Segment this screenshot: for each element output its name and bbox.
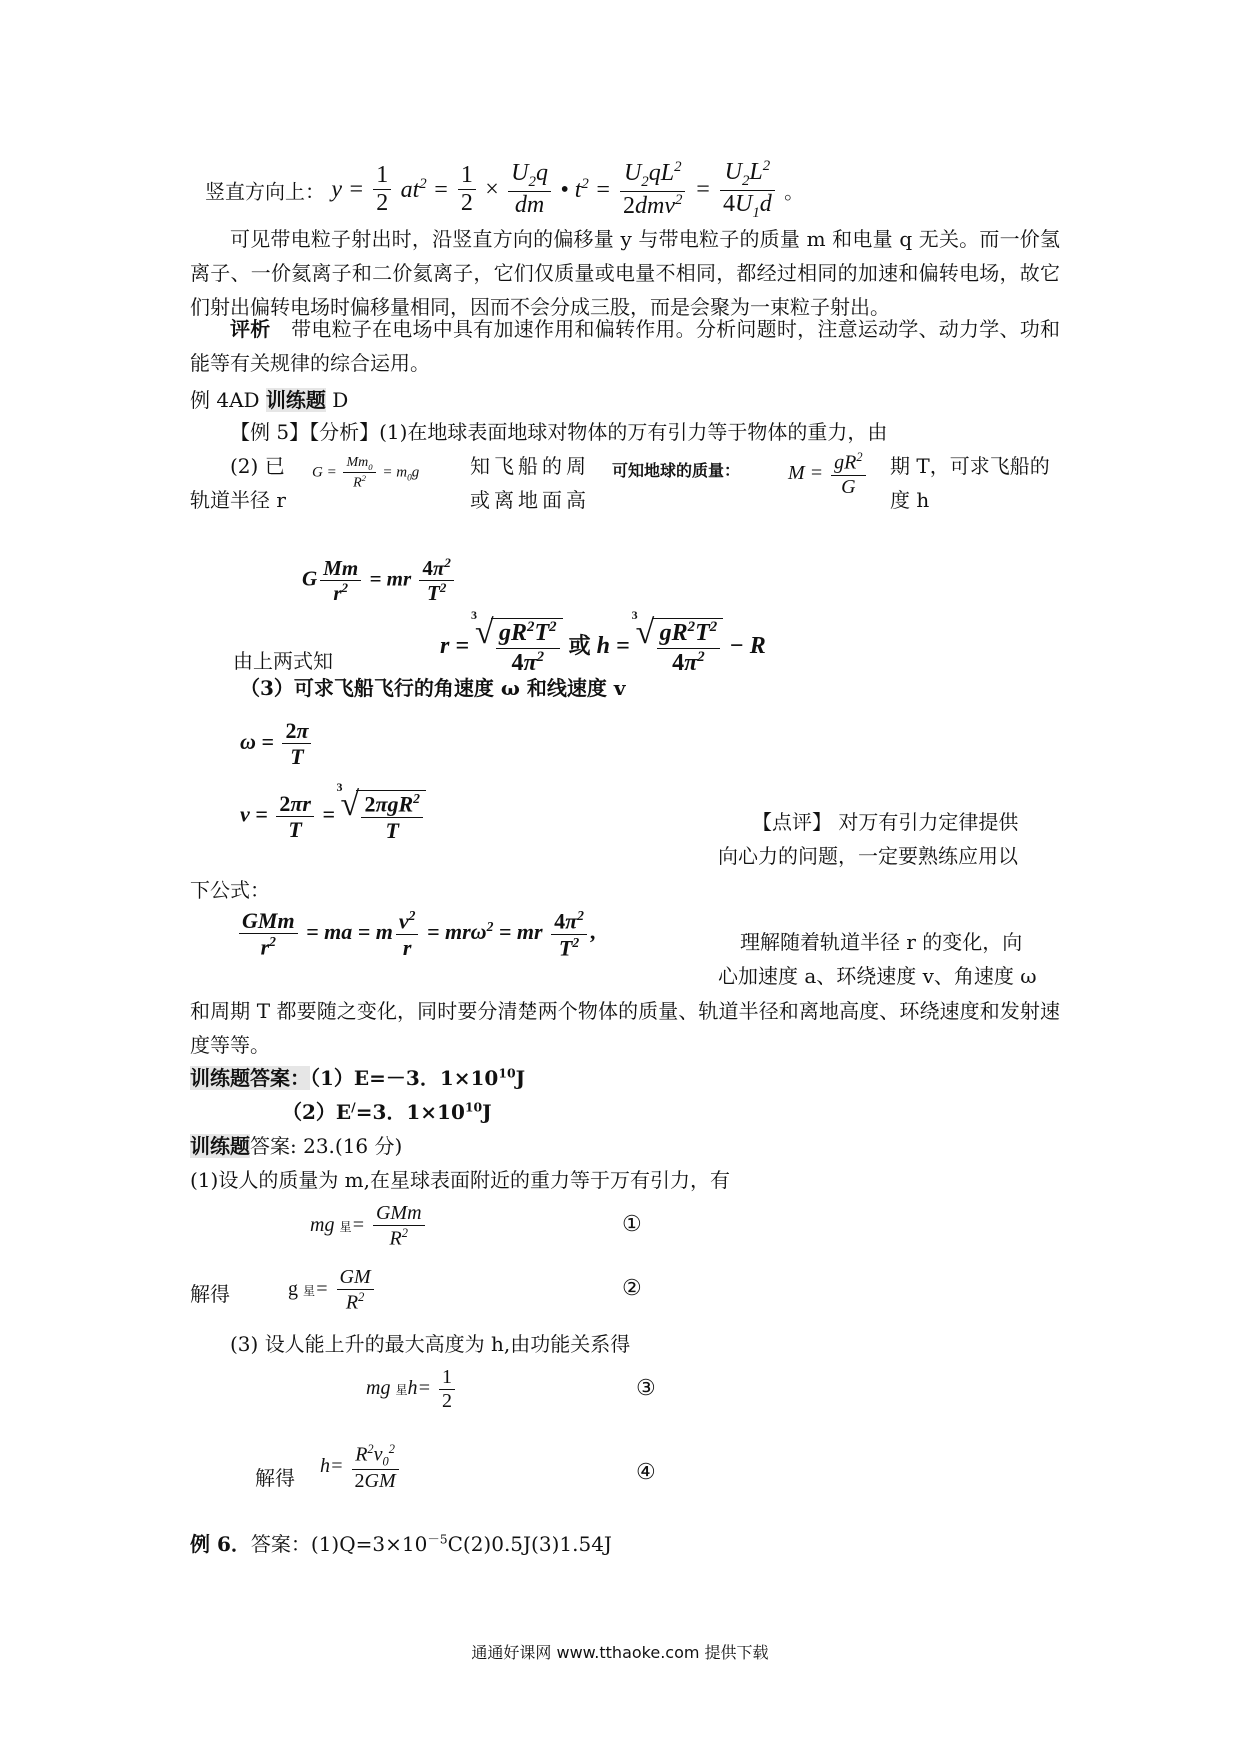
equation-2: g 星= $\frac{GM}{R^2}$ [288,1266,377,1315]
part2-height: 或离地面高 [470,488,590,512]
answer-2-unit: J [482,1100,492,1124]
gravity-equation: G = $\frac{Mm_0}{R^2}$ = $m_0g$ [312,455,420,491]
train-answer-23 [190,1130,402,1159]
example-4-prefix: 例 4AD [190,388,266,412]
vertical-label: 竖直方向上： [205,179,325,204]
solve-label-2: 解得 [255,1466,295,1490]
orbit-equation: G $\frac{Mm}{r^2}$ = mr $\frac{4\pi^2}{T^2}$ [302,556,457,605]
understanding-line-1: 理解随着轨道半径 r 的变化，向 [740,930,1023,954]
example-6-text: 答案：(1)Q=3×10 [250,1532,428,1556]
equation-1: mg 星= $\frac{\text{GMm}}{R^2}$ [310,1202,428,1251]
review-line-3: 下公式： [190,878,270,902]
earth-mass-label [612,458,740,481]
marker-2: ② [622,1276,642,1301]
understanding-line-2: 心加速度 a、环绕速度 v、角速度 ω [718,964,1037,988]
radius-height-formula: r = 3 √ $\frac{gR^2T^2}{4\pi^2}$ 或 h = 3 √ $\frac{gR^2T^2}{4\pi^2}$ − R [440,608,766,676]
part3-heading: （3）可求飞船飞行的角速度 ω 和线速度 v [240,676,626,700]
question-1-line: (1)设人的质量为 m,在星球表面附近的重力等于万有引力，有 [190,1168,731,1192]
example-5-line: 【例 5】【分析】(1)在地球表面地球对物体的万有引力等于物体的重力，由 [230,420,888,444]
analysis-text: 带电粒子在电场中具有加速作用和偏转作用。分析问题时，注意运动学、动力学、功和能等有关规律的综合运用。 [190,317,1061,375]
answer-2-rest: =3．1×10 [355,1100,465,1124]
example-6-line [190,1528,612,1557]
train-23-text: 答案: 23.(16 分) [250,1134,403,1158]
train-23-label: 训练题 [190,1134,250,1158]
train-answer-label: 训练题答案： [190,1066,310,1090]
solve-label-1: 解得 [190,1282,230,1306]
example-6-rest: C(2)0.5J(3)1.54J [447,1532,612,1556]
star-subscript-1: 星 [339,1219,352,1234]
part2-height-h: 度 h [890,488,930,512]
star-subscript-2: 星 [303,1283,316,1298]
earth-mass-formula: M = $\frac{gR^2}{G}$ [788,450,869,499]
part2-period-t: 期 T，可求飞船的 [890,454,1050,478]
question-3-line: (3) 设人能上升的最大高度为 h,由功能关系得 [230,1332,631,1356]
example-4-suffix: D [325,388,349,412]
centripetal-formula: $\frac{\text{GMm}}{r^2}$ = ma = m $\frac{v^2}{r}$ = mrω$^2$ = mr $\frac{4\pi^2}{T^2}$ , [236,908,595,960]
answer-1-text: （1）E=－3．1×10 [310,1066,499,1090]
marker-1: ① [622,1212,642,1237]
answer-1-exp: 10 [498,1065,516,1081]
example-4-line [190,384,348,413]
review-line-1: 【点评】 对万有引力定律提供 [752,810,1019,834]
part2-known: (2) 已 [230,454,285,478]
equation-4: h= $\frac{R^2v_0^2}{2GM}$ [320,1442,402,1493]
marker-4: ④ [636,1460,656,1485]
part2-radius: 轨道半径 r [190,488,286,512]
train-answer-2: （2）E/=3．$1\times 10^{10}J$ [282,1099,492,1124]
understanding-line-3: 和周期 T 都要随之变化，同时要分清楚两个物体的质量、轨道半径和离地高度、环绕速度和发射速度等等。 [190,999,1060,1057]
or-word: 或 [568,633,591,659]
equation-3: mg 星h= $\frac{1}{2}$ [366,1366,458,1413]
earth-mass-text: 可知地球的质量： [612,461,741,480]
conclusion-paragraph: 可见带电粒子射出时，沿竖直方向的偏移量 y 与带电粒子的质量 m 和电量 q 无关。而一价氢离子、一价氦离子和二价氦离子，它们仅质量或电量不相同，都经过相同的加速和偏转电场，故它们射出偏转电场时偏移量相同，因而不会分成三股，而是会聚为一束粒子射出。 [190,227,1060,319]
answer-1-unit: J [515,1066,526,1090]
from-two-label: 由上两式知 [233,649,333,673]
star-subscript-3: 星 [395,1383,408,1398]
vertical-equation: 竖直方向上： y = $\frac{1}{2}$ $at^2$ = $\frac{1}{2}$ × $\frac{U_2q}{dm}$ • $t^2$ = $\frac{U_2qL^2}{2dmv^2}$ = $\frac{U_2L^2}{4U_1d}$ 。 [205,158,805,221]
answer-2-text: （2）E [282,1100,352,1124]
example-4-train-label: 训练题 [265,388,326,412]
velocity-formula: v = $\frac{2\pi r}{T}$ = 3 √ $\frac{2\pi gR^2}{T}$ [240,790,426,843]
example-6-exp: －5 [427,1531,448,1547]
analysis-paragraph [190,312,1060,380]
example-6-label: 例 6． [190,1532,251,1556]
part2-period: 知飞船的周 [470,454,590,478]
review-line-2: 向心力的问题，一定要熟练应用以 [718,844,1018,868]
marker-3: ③ [636,1376,656,1401]
train-answer-1 [190,1062,525,1091]
answer-2-exp: 10 [464,1099,483,1115]
analysis-label: 评析 [230,317,271,341]
omega-formula: ω = $\frac{2\pi}{T}$ [240,718,314,770]
page-footer: 通通好课网 www.tthaoke.com 提供下载 [471,1643,769,1662]
